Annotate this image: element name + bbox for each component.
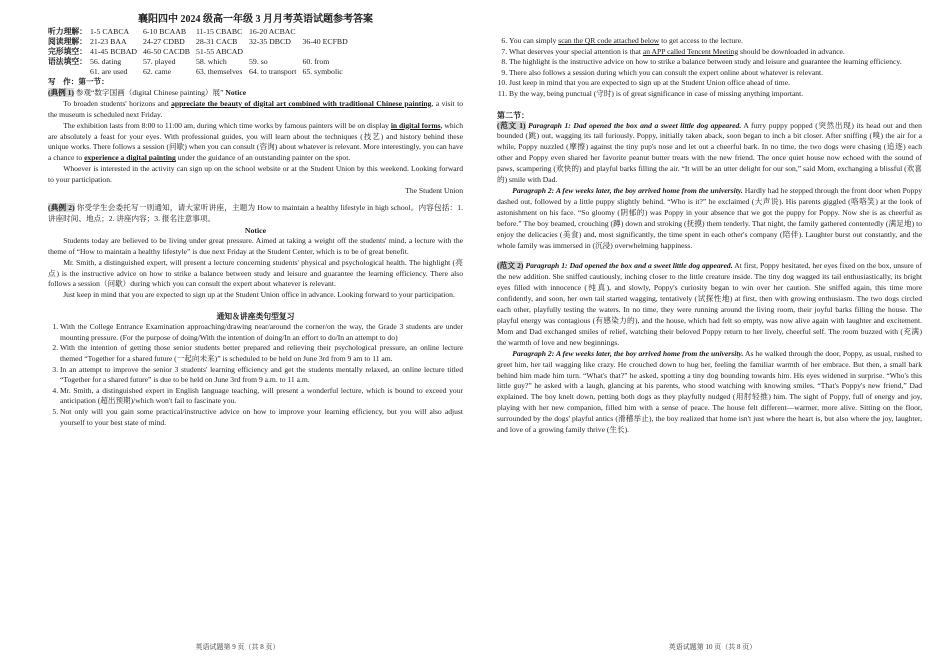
answer-cell: 61. are used xyxy=(89,67,128,76)
answer-key-table xyxy=(48,27,354,77)
review-item: 8. The highlight is the instructive advice on how to strike a balance between study and leisure and guarantee the learning efficiency. xyxy=(509,57,922,68)
answer-row xyxy=(48,67,354,77)
answer-cell: 6-10 BCAAB xyxy=(143,27,187,36)
answer-cell: 11-15 CBABC xyxy=(196,27,243,36)
answer-cell: 16-20 ACBAC xyxy=(249,27,296,36)
answer-row xyxy=(48,37,354,47)
answer-cell: 60. from xyxy=(302,57,330,66)
review-item: 6. You can simply scan the QR code attached below to get access to the lecture. xyxy=(509,36,922,47)
example1-tag: (典例 1) xyxy=(48,87,74,97)
model2-para2: Paragraph 2: A few weeks later, the boy arrived home from the university. As he walked through the door, Poppy, as usual, rushed to greet him, her tail wagging like crazy. He crouched down to hug her, feeling the familiar warmth of her embrace. But then, a small bark behind him made him turn. “What's that?” he asked, spotting a tiny dog bounding towards him. His eyes widened in surprise. “Who's this little guy?” he asked with a laugh, glancing at his parents, who stood watching with knowing smiles. “That's Poppy's new friend,” Dad explained. The boy knelt down, petting both dogs as they playfully nudged (用肘轻推) him. The sight of Poppy, full of energy and joy, playing with her new companion, filled him with a sense of peace. The house felt different—warmer, more alive. Sitting on the floor, surrounded by the dogs' playful antics (滑稽举止), the boy realized that home isn't just where the heart is, but also where the joy, laughter, and love of a growing family thrive (生长). xyxy=(497,348,922,435)
answer-cell: 46-50 CACDB xyxy=(143,47,191,56)
model1-tag: (范文 1) xyxy=(497,120,526,130)
example1-para3: Whoever is interested in the activity can sign up on the school website or at the Student Union by this weekend. Looking forward to your participation. xyxy=(48,164,463,185)
model1-para2: Paragraph 2: A few weeks later, the boy arrived home from the university. Hardly had he stepped through the front door when Poppy dashed out, followed by a little puppy slightly behind. “Who is it?” he exclaimed (大声说). His parents giggled (咯咯笑) at the look of astonishment on his face. “So gloomy (阴郁的) was Poppy in your absence that we got the puppy for Poppy. Now she is as cheerful as before.” The boy beamed, crouching (蹲) down and stroking (抚摸) them tenderly. That night, the family gathered contentedly (满足地) to enjoy the delicacies (美食) and, most significantly, the time spent in each other's company (陪伴). Laughter burst out constantly, and the whole family was immersed in (沉浸) overwhelming happiness. xyxy=(497,186,922,250)
answer-cell: 36-40 ECFBD xyxy=(302,37,348,46)
review-item: 1. With the College Entrance Examination approaching/drawing near/around the corner/on the way, the Grade 3 students are under mounting pressure. (For the purpose of doing/With the intention of doing/In an effort to do/In an attempt to do) xyxy=(60,322,463,343)
footer-left: 英语试题第 9 页（共 8 页） xyxy=(195,643,280,651)
answer-cell: 41-45 BCBAD xyxy=(89,47,137,56)
answer-cell: 1-5 CABCA xyxy=(89,27,130,36)
example2-para2: Mr. Smith, a distinguished expert, will present a lecture concerning students' physical and psychological health. The highlight (亮点) is the instructive advice on how to strike a balance between study and leisure and guarantee the learning efficiency. There also follows a session（问歇）during which you can consult the expert about whatever is relevant. xyxy=(48,257,463,289)
answer-row xyxy=(48,57,354,67)
review-list-left xyxy=(48,322,463,428)
example2-tag: (典例 2) xyxy=(48,202,75,212)
section2-label: 第二节： xyxy=(497,110,529,120)
answer-row xyxy=(48,27,354,37)
answer-cell: 58. which xyxy=(196,57,227,66)
answer-cell: 65. symbolic xyxy=(302,67,343,76)
example1-signature: The Student Union xyxy=(405,186,463,196)
review-item: 9. There also follows a session during which you can consult the expert online about whatever is relevant. xyxy=(509,68,922,79)
example1-para1: To broaden students' horizons and appreciate the beauty of digital art combined with traditional Chinese painting, a visit to the museum is scheduled next Friday. xyxy=(48,98,463,119)
example1-para2: The exhibition lasts from 8:00 to 11:00 am, during which time works by famous painters will be on display in digital forms, which are absolutely a feast for your eyes. With professional guides, you will learn about the techniques (技艺) and history behind these unique works. There follows a session (问歇) when you can consult (咨询) about whatever is relevant. More interestingly, you can have a chance to experience a digital painting under the guidance of an outstanding painter on the spot. xyxy=(48,120,463,163)
example2-para1: Students today are believed to be living under great pressure. Aimed at taking a weight off the students' mind, a lecture with the theme of “How to maintain a healthy lifestyle” is due next Friday at the Student Center, which is to be of great benefit. xyxy=(48,235,463,256)
answer-cell: 64. to transport xyxy=(249,67,297,76)
answer-section-label xyxy=(48,67,90,77)
footer-right: 英语试题第 10 页（共 8 页） xyxy=(668,643,757,651)
answer-cell: 32-35 DBCD xyxy=(249,37,291,46)
writing-label: 写 作：第一节： xyxy=(48,77,109,86)
review-item: 10. Just keep in mind that you are expected to sign up at the Student Union office ahead of time. xyxy=(509,78,922,89)
answer-cell: 57. played xyxy=(143,57,176,66)
answer-section-label: 完形填空： xyxy=(48,47,87,56)
answer-cell xyxy=(302,47,353,57)
example2-prompt: (典例 2) 你受学生会委托写一则通知，请大家听讲座，主题为 How to maintain a healthy lifestyle in high school。内容包括：1. 讲座时间、地点；2. 讲座内容；3. 报名注意事项。 xyxy=(48,202,463,223)
review-item: 11. By the way, being punctual (守时) is of great significance in case of missing anything important. xyxy=(509,89,922,100)
answer-cell: 21-23 BAA xyxy=(89,37,127,46)
review-item: 2. With the intention of getting those senior students better prepared and relieving their psychological pressure, an online lecture themed “Together for a shared future (一起向未来)” is scheduled to be held on June 3rd from 9 am to 11 am. xyxy=(60,343,463,364)
answer-cell: 63. themselves xyxy=(196,67,243,76)
example2-heading: Notice xyxy=(244,225,267,235)
review-list-right xyxy=(497,36,922,100)
example2-para3: Just keep in mind that you are expected to sign up at the Student Union office in advance. Looking forward to your participation. xyxy=(63,290,455,300)
page-title: 襄阳四中 2024 级高一年级 3 月月考英语试题参考答案 xyxy=(138,14,373,25)
answer-section-label: 阅读理解： xyxy=(48,37,87,46)
answer-cell: 24-27 CDBD xyxy=(143,37,185,46)
review-item: 3. In an attempt to improve the senior 3 students' learning efficiency and get the students mentally relaxed, an online lecture titled “Together for a shared future” is due to be held on June 3rd from 9 a.m. to 11 a.m. xyxy=(60,365,463,386)
answer-cell xyxy=(249,47,302,57)
review-title: 通知＆讲座类句型复习 xyxy=(216,312,295,322)
answer-cell xyxy=(302,27,353,37)
answer-cell: 59. so xyxy=(249,57,268,66)
model2-tag: (范文 2) xyxy=(497,261,524,271)
answer-section-label: 听力理解： xyxy=(48,27,87,36)
answer-section-label: 语法填空： xyxy=(48,57,87,66)
answer-cell: 56. dating xyxy=(89,57,122,66)
review-item: 7. What deserves your special attention is that an APP called Tencent Meeting should be downloaded in advance. xyxy=(509,47,922,58)
review-item: 4. Mr. Smith, a distinguished expert in English language teaching, will present a wonderful lecture, which is bound to exceed your anticipation (超出预期)/which won't fail to fascinate you. xyxy=(60,386,463,407)
right-page xyxy=(475,0,950,658)
model1-para1: (范文 1) Paragraph 1: Dad opened the box and a sweet little dog appeared. A furry puppy popped (突然出现) its head out and then bounded (跳) out, wagging its tail furiously. Poppy, initially taken aback, soon began to inch a bit closer. After sniffing (嗅) the air for a while, Poppy nuzzled (摩擦) against the tiny pup's nose and let out a cheerful bark. In no time, the two dogs were chasing (追逐) each other and Poppy even shared her favorite peanut butter treats with the new friend. The once quiet house now echoed with the sound of paws, scampering (欢快的) and playful barks filling the air. “It will be an utter delight for our son,” said Mom, exchanging a blissful (欢喜的) smile with Dad. xyxy=(497,120,922,185)
answer-cell: 62. came xyxy=(143,67,172,76)
model2-para1: (范文 2) Paragraph 1: Dad opened the box and a sweet little dog appeared. At first, Poppy hesitated, her eyes fixed on the box, unsure of the new addition. She sniffed cautiously, inching closer to the little creature inside. The tiny dog wagged its tail enthusiastically, its bright eyes filled with innocence (纯真), and slowly, Poppy's curiosity began to win over her caution. She sniffed again, this time more confidently, and soon, her own tail started wagging, tentatively (试探性地) at first, then with growing enthusiasm. The two dogs circled each other, playfully testing the waters. In no time, they were running around the living room, their joyful barks filling the house. The playful energy was contagious (有感染力的), and the house, which had felt so empty, was now alive again with laughter and excitement. Mom and Dad exchanged smiles of relief, watching their beloved Poppy return to her lively, cheerful self. The room buzzed with (充满) the warmth of love and new beginnings. xyxy=(497,261,922,347)
answer-row xyxy=(48,47,354,57)
review-item: 5. Not only will you gain some practical/instructive advice on how to improve your learning efficiency, but you will also adjust yourself to your best state of mind. xyxy=(60,407,463,428)
example1-prompt: (典例 1) 参观“数字国画（digital Chinese painting）展” Notice xyxy=(48,87,247,97)
answer-cell: 28-31 CACB xyxy=(196,37,238,46)
answer-cell: 51-55 ABCAD xyxy=(196,47,244,56)
